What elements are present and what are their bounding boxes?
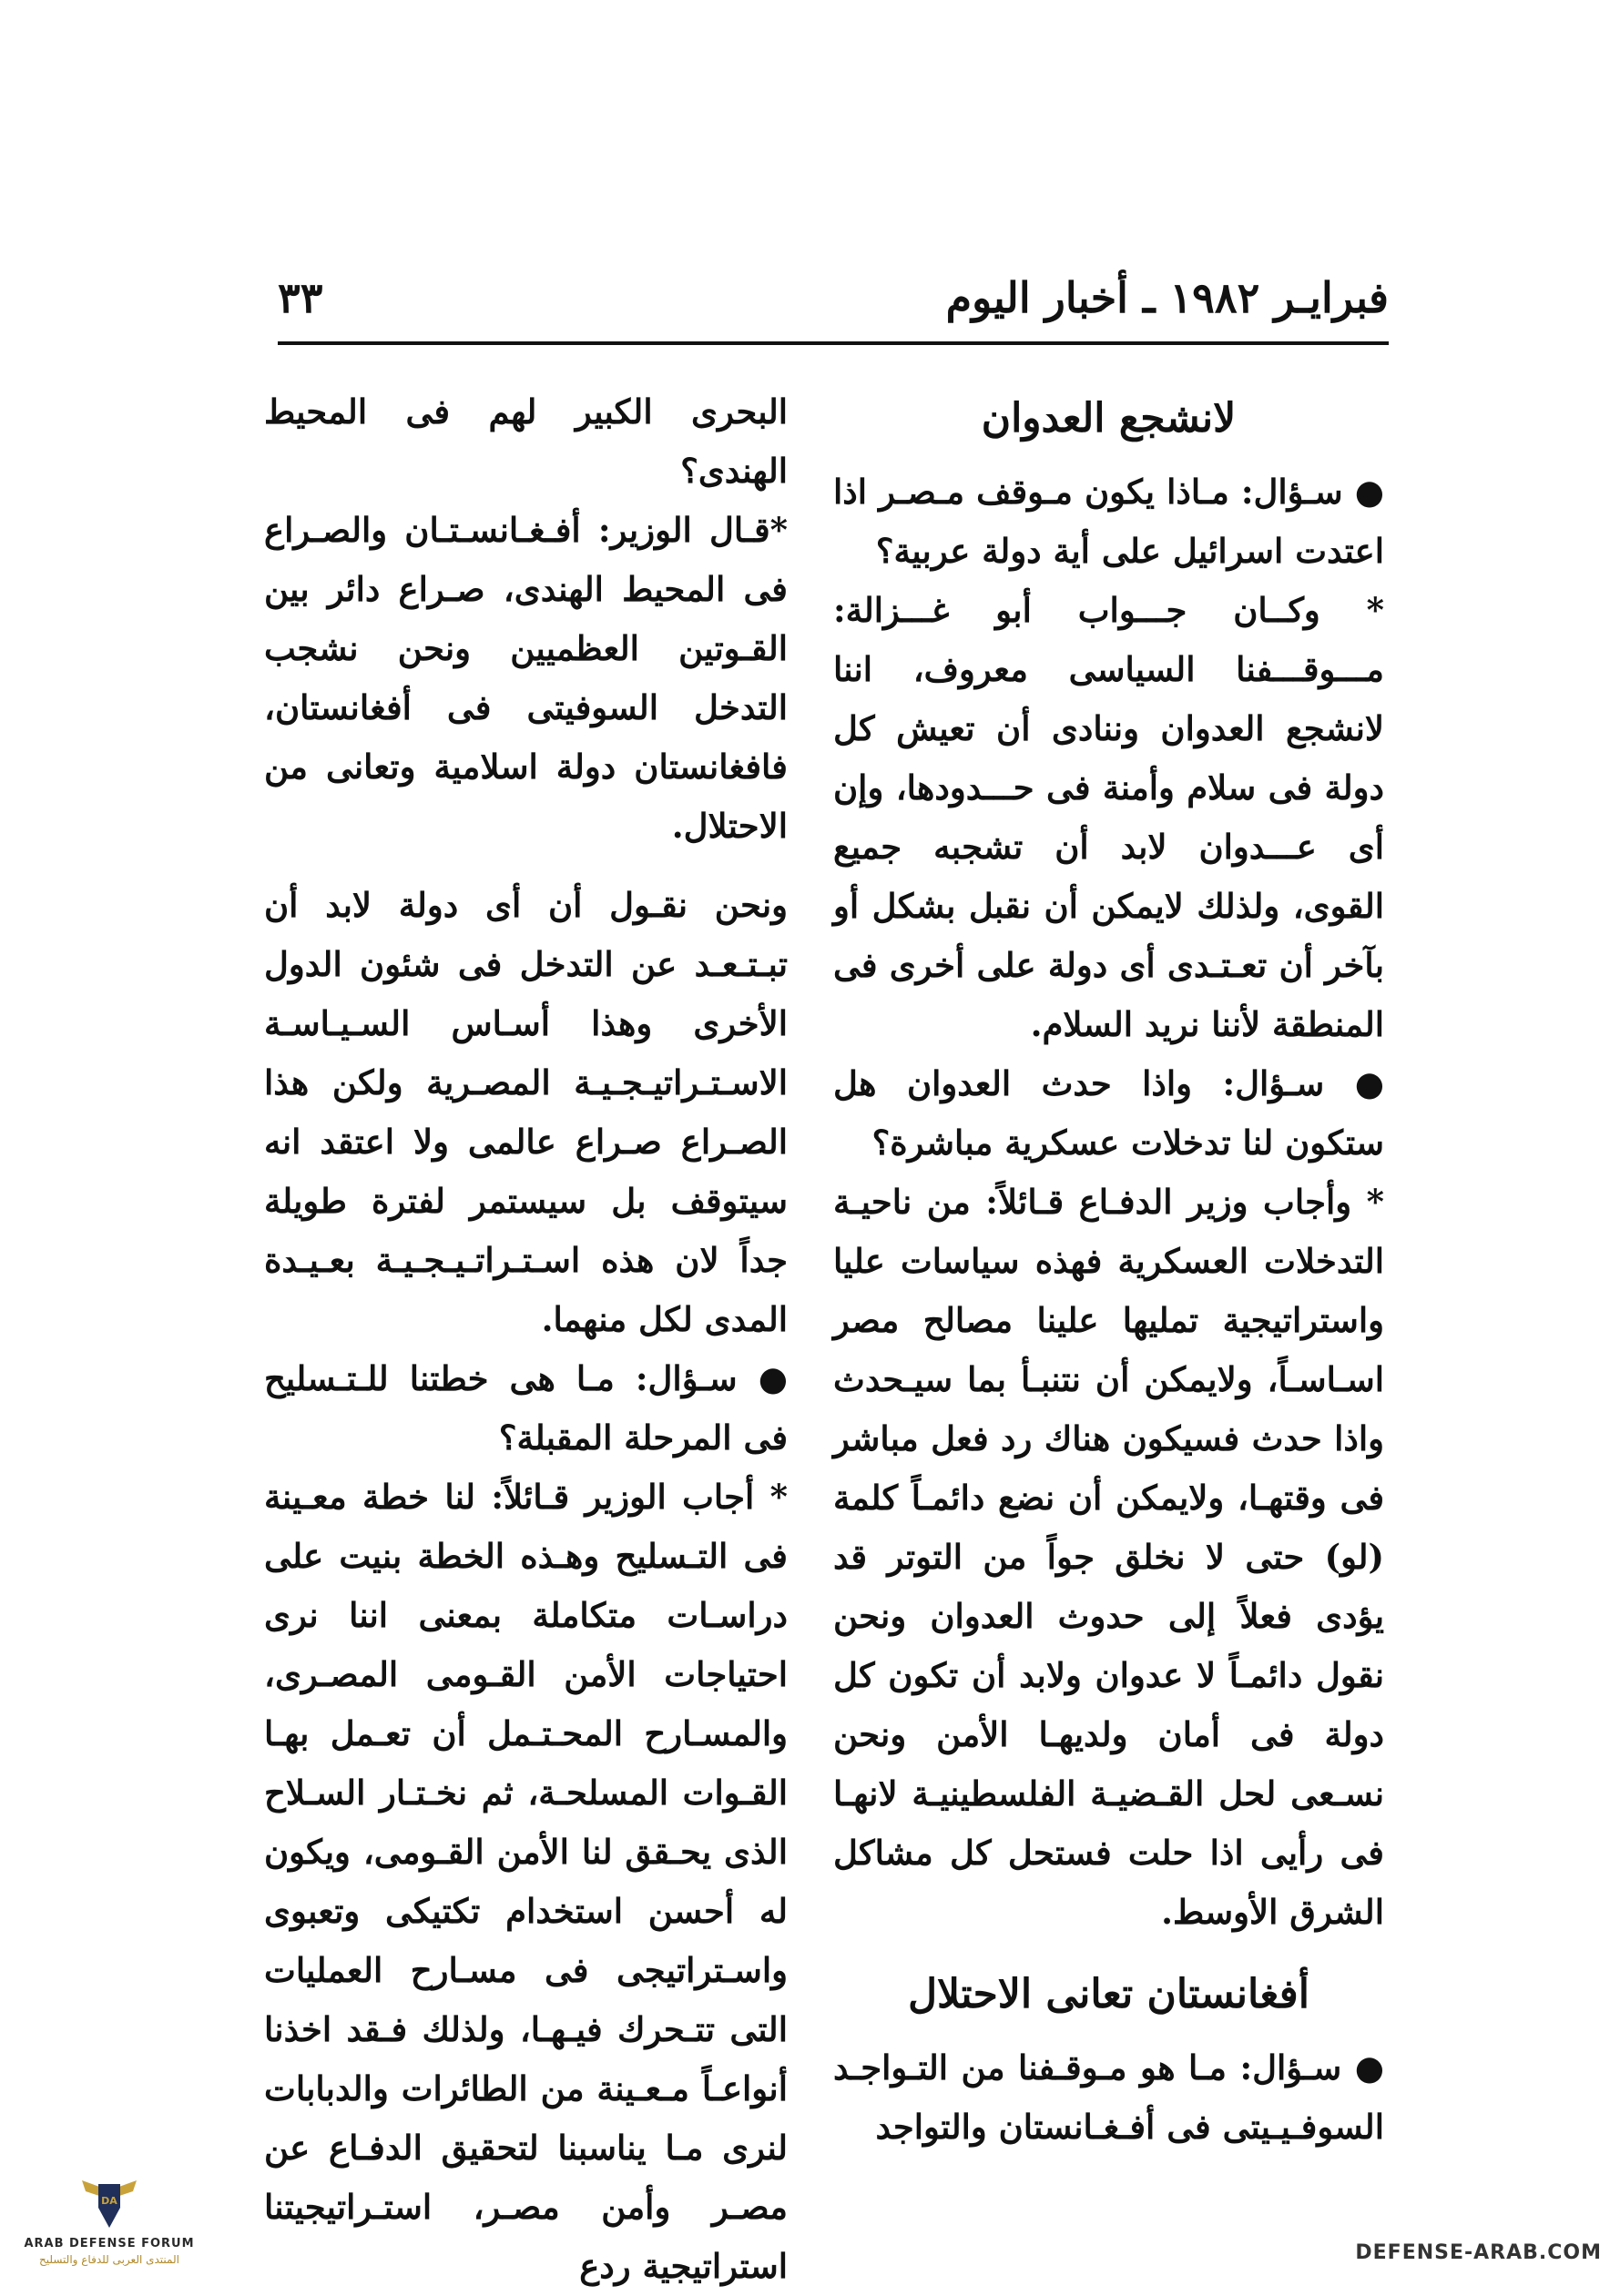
- logo-mark: DA: [101, 2195, 117, 2207]
- question-paragraph: ● سـؤال: واذا حدث العدوان هل ستكون لنا تدخلات عسكرية مباشرة؟: [833, 1063, 1384, 1163]
- site-watermark: DEFENSE-ARAB.COM: [1355, 2241, 1602, 2264]
- header-title: فبرايـر ١٩٨٢ ـ أخبار اليوم: [945, 273, 1389, 322]
- paragraph-gap: [264, 856, 788, 876]
- question-paragraph: ● سـؤال: مـا هو مـوقـفنا من التـواجـد السوفـيـيتى فى أفـغـانستان والتواجد: [833, 2047, 1384, 2147]
- header-divider: [278, 341, 1389, 345]
- page-number: ٣٣: [278, 273, 323, 322]
- logo-name: ARAB DEFENSE FORUM: [24, 2237, 195, 2250]
- logo-subtitle: المنتدى العربى للدفاع والتسليح: [39, 2253, 179, 2266]
- answer-paragraph: * وأجاب وزير الدفـاع قـائلاً: من ناحيـة التدخلات العسكرية فهذه سياسات عليا واستراتيجية تمليها علينا مصالح مصر اسـاسـاً، ولايمكن أن نتنبـأ بما سيـحدث واذا حدث فسيكون هناك رد فعل مباشر فى وقتهـا، ولايمكن أن نضع دائمـاً كلمة (لو) حتى لا نخلق جواً من التوتر قد يؤدى فعلاً إلى حدوث العدوان ونحن نقول دائمـاً لا عدوان ولابد أن تكون كل دولة فى أمان ولديهـا الأمن ونحن نسـعى لحل القـضيـة الفلسطينيـة لانهـا فى رأيى اذا حلت فستحل كل مشاكل الشرق الأوسط.: [833, 1182, 1384, 1932]
- section-heading-aggression: لانشجع العدوان: [981, 395, 1237, 442]
- answer-paragraph: * وكــان جـــواب أبو غـــزالة: مـــوقـــفنا السياسى معروف، اننا لانشجع العدوان وننادى أن تعيش كل دولة فى سلام وأمنة فى حـــدودها، وإن أى عـــدوان لابد أن تشجبه جميع القوى، ولذلك لايمكن أن نقبل بشكل أو بآخر أن تعـتـدى أى دولة على أخرى فى المنطقة لأننا نريد السلام.: [833, 590, 1384, 1044]
- answer-paragraph: *قـال الوزير: أفـغـانسـتـان والصـراع فى المحيط الهندى، صـراع دائر بين القـوتين العظميين ونحن نشجب التدخل السوفيتى فى أفغانستان، فافغانستان دولة اسلامية وتعانى من الاحتلال.: [264, 510, 788, 846]
- section-heading-afghanistan: أفغانستان تعانى الاحتلال: [908, 1971, 1309, 2017]
- question-continuation: البحرى الكبير لهم فى المحيط الهندى؟: [264, 391, 788, 491]
- shield-wings-icon: [82, 2171, 137, 2235]
- body-paragraph: ونحن نقـول أن أى دولة لابد أن تبـتـعـد عن التدخل فى شئون الدول الأخرى وهذا أسـاس السـيـاسـة الاسـتـراتيـجـيـة المصـرية ولكن هذا الصـراع صـراع عالمى ولا اعتقد انه سيتوقف بل سيستمر لفترة طويلة جداً لان هذه اسـتـراتـيـجـيـة بعـيـدة المدى لكل منهما.: [264, 885, 788, 1339]
- answer-paragraph: * أجاب الوزير قـائلاً: لنا خطة معـينة فى التـسليح وهـذه الخطة بنيت على دراسـات متكاملة بمعنى اننا نرى احتياجات الأمن القـومى المصـرى، والمسـارح المحـتـمل أن تعـمل بهـا القـوات المسلحـة، ثم نخـتـار السـلاح الذى يحـقق لنا الأمن القـومى، ويكون له أحسن استخدام تكتيكى وتعبوى واسـتراتيجى فى مسـارح العمليات التى تتـحرك فيـهـا، ولذلك فـقد اخذنا أنواعـاً مـعـينة من الطائرات والدبابات لنرى مـا يناسبنا لتحقيق الدفـاع عن مصـر وأمن مصـر، استـراتيجيتنا استراتيجية ردع: [264, 1477, 788, 2286]
- question-paragraph: ● سـؤال: مـاذا يكون مـوقف مـصـر اذا اعتدت اسرائيل على أية دولة عربية؟: [833, 472, 1384, 571]
- question-paragraph: ● سـؤال: مـا هى خطتنا للـتـسليح فى المرحلة المقبلة؟: [264, 1358, 788, 1458]
- left-column: [264, 382, 788, 2296]
- page-header: [278, 273, 1389, 337]
- right-column: [833, 382, 1384, 2157]
- forum-logo: [18, 2171, 200, 2271]
